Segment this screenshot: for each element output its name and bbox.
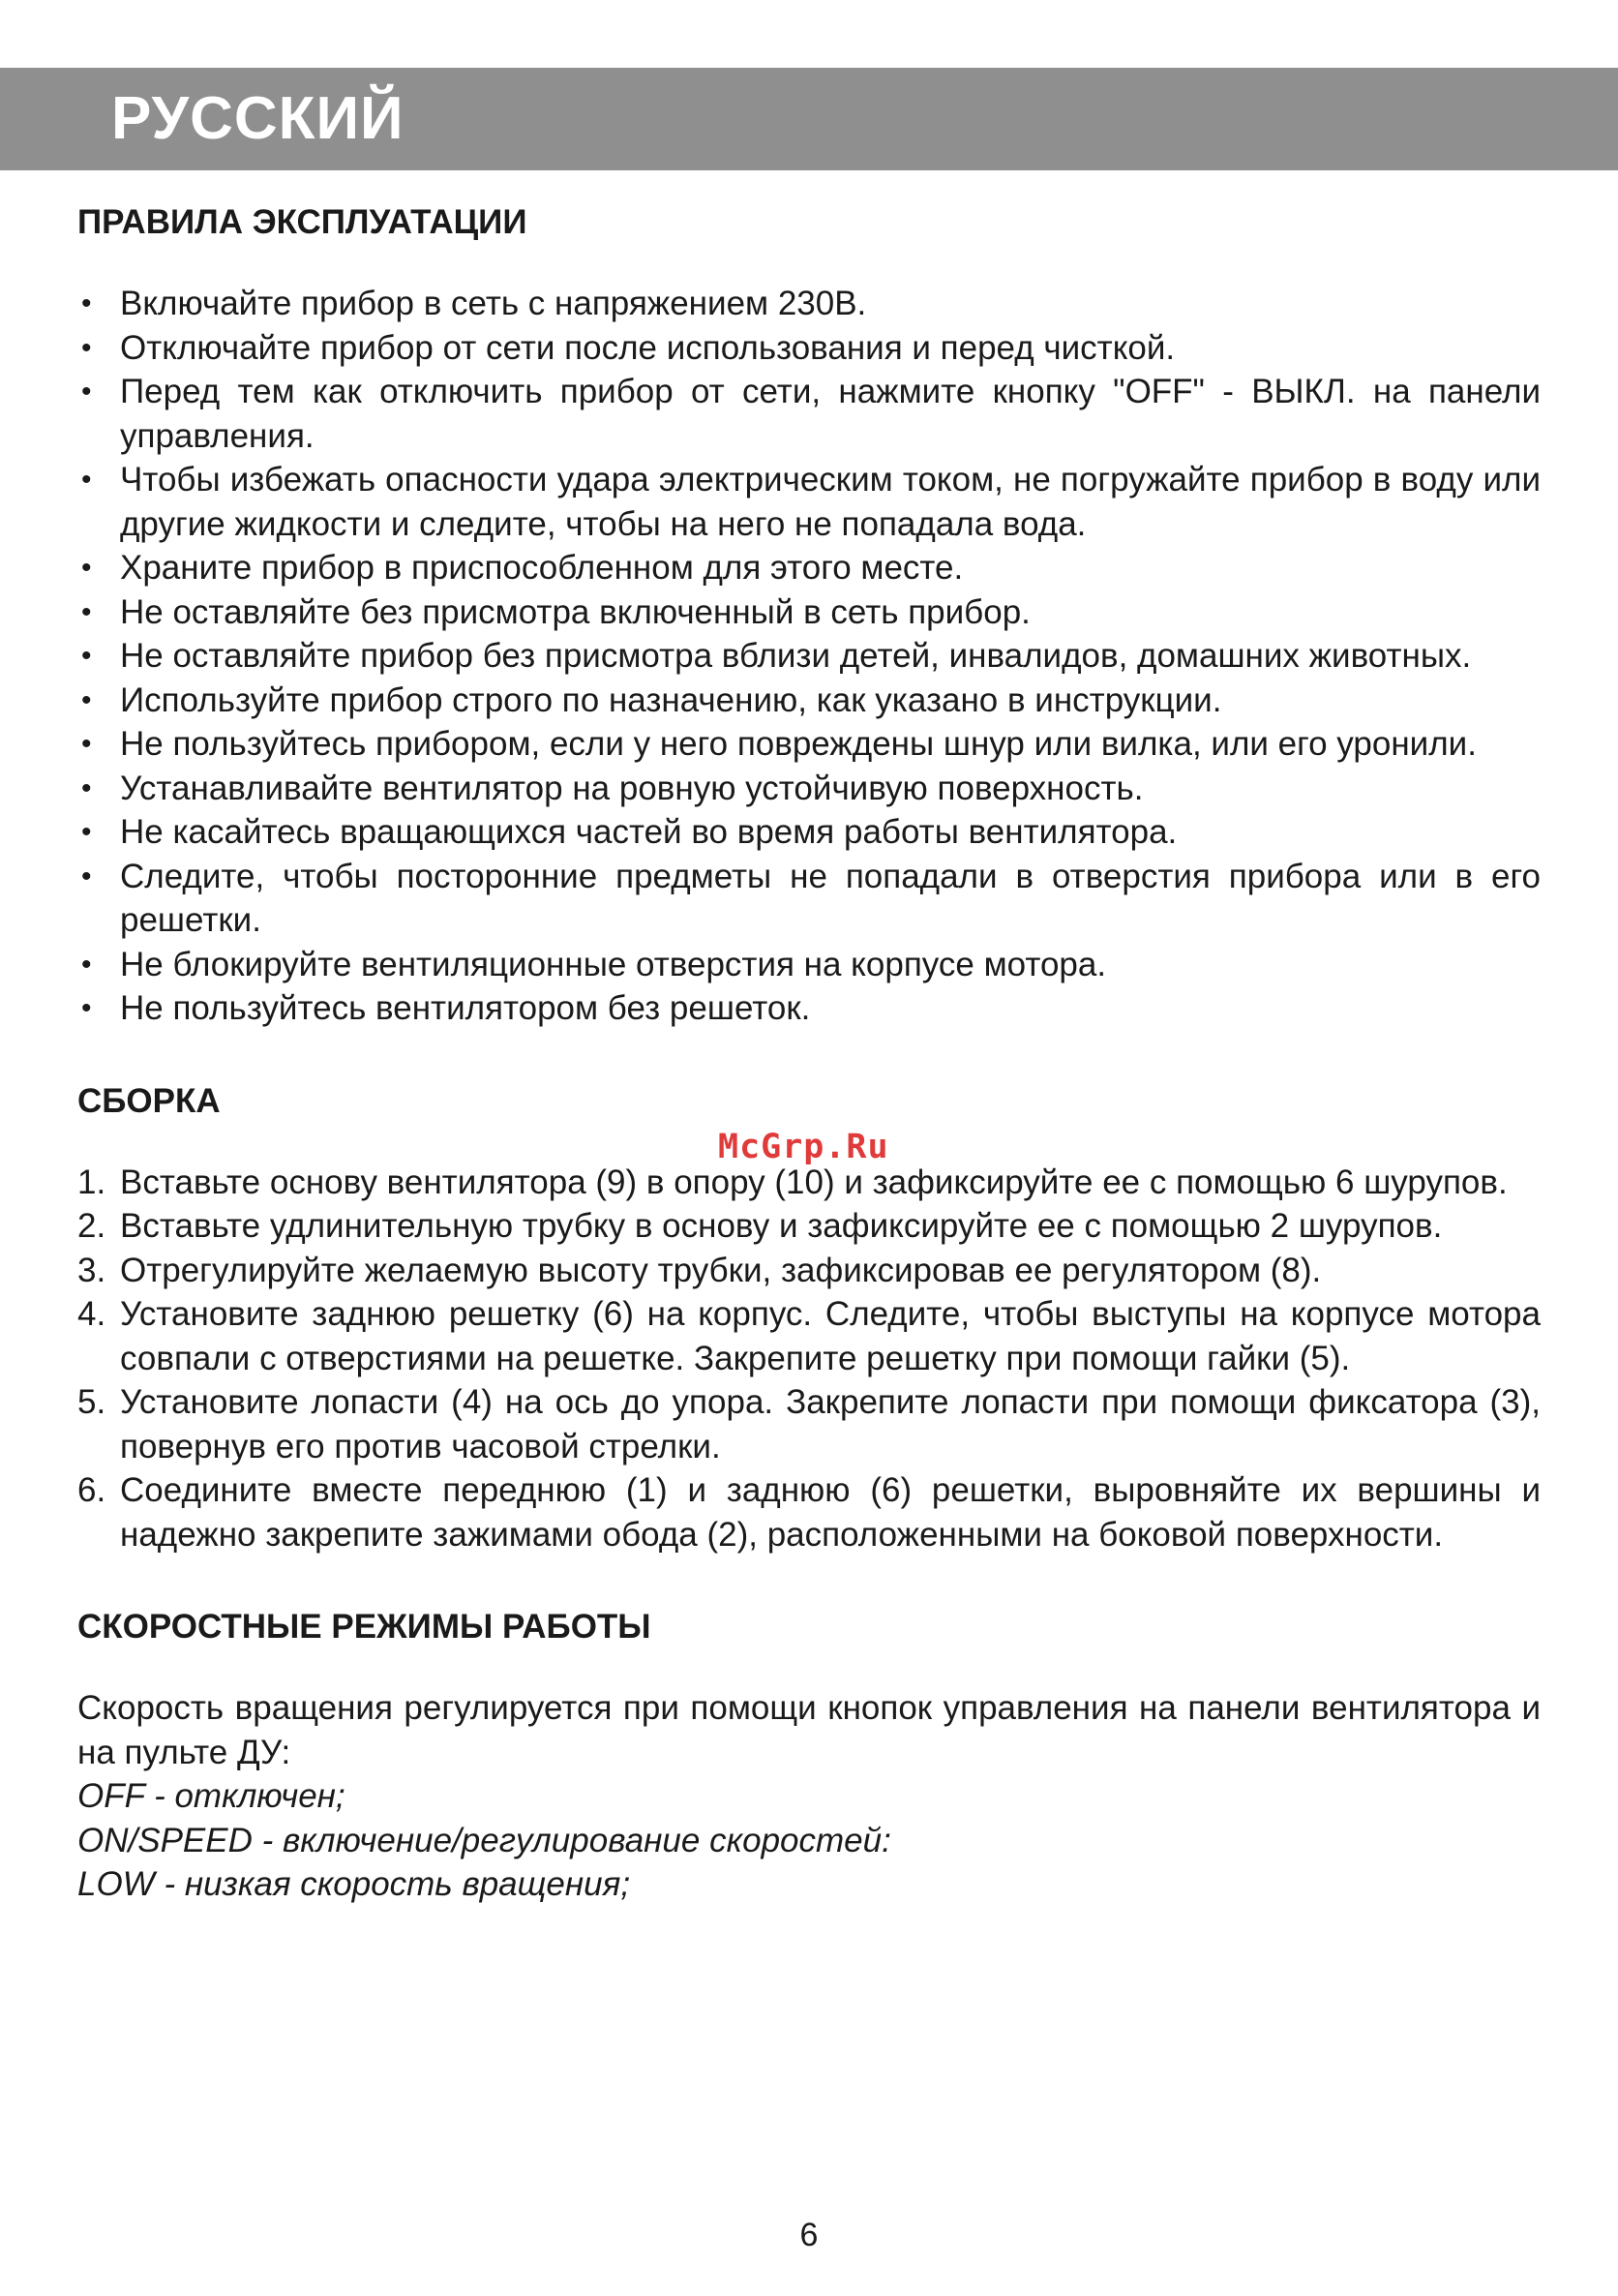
rule-text: Не пользуйтесь вентилятором без решеток.	[120, 989, 811, 1027]
list-item	[77, 855, 1541, 943]
speed-mode-off: OFF - отключен;	[77, 1777, 345, 1815]
list-item	[77, 282, 1541, 326]
rule-text: Не касайтесь вращающихся частей во время работы вентилятора.	[120, 813, 1178, 851]
rule-text: Следите, чтобы посторонние предметы не попадали в отверстия прибора или в его решетки.	[120, 857, 1541, 939]
bullet-icon: •	[81, 331, 92, 364]
list-item	[77, 767, 1541, 811]
step-text: Отрегулируйте желаемую высоту трубки, зафиксировав ее регулятором (8).	[120, 1251, 1322, 1289]
list-item	[77, 986, 1541, 1031]
rules-list	[77, 282, 1541, 1031]
speed-section-title: СКОРОСТНЫЕ РЕЖИМЫ РАБОТЫ	[77, 1608, 651, 1646]
step-number: 4.	[77, 1295, 106, 1333]
rule-text: Не пользуйтесь прибором, если у него повреждены шнур или вилка, или его уронили.	[120, 725, 1477, 763]
step-text: Установите лопасти (4) на ось до упора. Закрепите лопасти при помощи фиксатора (3), повернув его против часовой стрелки.	[120, 1383, 1541, 1465]
step-text: Установите заднюю решетку (6) на корпус. Следите, чтобы выступы на корпусе мотора совпали с отверстиями на решетке. Закрепите решетку при помощи гайки (5).	[120, 1295, 1541, 1377]
rule-text: Используйте прибор строго по назначению, как указано в инструкции.	[120, 680, 1222, 719]
step-item	[77, 1249, 1541, 1293]
step-number: 3.	[77, 1251, 106, 1289]
speed-intro: Скорость вращения регулируется при помощи кнопок управления на панели вентилятора и на пульте ДУ:	[77, 1689, 1541, 1771]
header-band	[0, 68, 1618, 170]
page-number: 6	[799, 2217, 819, 2253]
list-item	[77, 679, 1541, 723]
list-item	[77, 546, 1541, 590]
bullet-icon: •	[81, 595, 92, 628]
rules-section-title: ПРАВИЛА ЭКСПЛУАТАЦИИ	[77, 203, 527, 241]
step-text: Соедините вместе переднюю (1) и заднюю (6) решетки, выровняйте их вершины и надежно закрепите зажимами обода (2), расположенными на боковой поверхности.	[120, 1471, 1541, 1554]
step-item	[77, 1292, 1541, 1380]
bullet-icon: •	[81, 552, 92, 584]
list-item	[77, 943, 1541, 987]
step-item	[77, 1468, 1541, 1556]
step-number: 2.	[77, 1207, 106, 1245]
bullet-icon: •	[81, 948, 92, 981]
rule-text: Храните прибор в приспособленном для этого месте.	[120, 549, 964, 587]
step-item	[77, 1380, 1541, 1468]
bullet-icon: •	[81, 728, 92, 760]
bullet-icon: •	[81, 376, 92, 408]
page-content	[77, 198, 1541, 1907]
rule-text: Отключайте прибор от сети после использования и перед чисткой.	[120, 328, 1176, 367]
step-item	[77, 1204, 1541, 1249]
rule-text: Не блокируйте вентиляционные отверстия на корпусе мотора.	[120, 945, 1107, 983]
rule-text: Включайте прибор в сеть с напряжением 230В.	[120, 285, 867, 322]
list-item	[77, 810, 1541, 855]
step-text: Вставьте основу вентилятора (9) в опору (10) и зафиксируйте ее с помощью 6 шурупов.	[120, 1163, 1508, 1201]
list-item	[77, 458, 1541, 546]
list-item	[77, 634, 1541, 679]
step-number: 5.	[77, 1383, 106, 1421]
bullet-icon: •	[81, 860, 92, 892]
speed-mode-on-speed: ON/SPEED - включение/регулирование скоростей:	[77, 1821, 891, 1859]
rule-text: Перед тем как отключить прибор от сети, нажмите кнопку "OFF" - ВЫКЛ. на панели управления.	[120, 373, 1541, 455]
rule-text: Устанавливайте вентилятор на ровную устойчивую поверхность.	[120, 769, 1144, 807]
step-number: 1.	[77, 1163, 106, 1201]
rule-text: Не оставляйте прибор без присмотра вблизи детей, инвалидов, домашних животных.	[120, 637, 1472, 675]
bullet-icon: •	[81, 771, 92, 804]
assembly-section-title: СБОРКА	[77, 1081, 221, 1120]
list-item	[77, 722, 1541, 767]
bullet-icon: •	[81, 683, 92, 716]
list-item	[77, 370, 1541, 458]
rule-text: Не оставляйте без присмотра включенный в сеть прибор.	[120, 592, 1031, 631]
watermark-text: McGrp.Ru	[718, 1128, 889, 1166]
speed-mode-low: LOW - низкая скорость вращения;	[77, 1865, 631, 1903]
list-item	[77, 590, 1541, 635]
bullet-icon: •	[81, 287, 92, 319]
step-number: 6.	[77, 1471, 106, 1509]
step-text: Вставьте удлинительную трубку в основу и зафиксируйте ее с помощью 2 шурупов.	[120, 1207, 1443, 1245]
bullet-icon: •	[81, 992, 92, 1024]
bullet-icon: •	[81, 464, 92, 496]
bullet-icon: •	[81, 816, 92, 848]
list-item	[77, 326, 1541, 371]
assembly-steps	[77, 1161, 1541, 1557]
language-title: РУССКИЙ	[111, 85, 404, 152]
bullet-icon: •	[81, 640, 92, 672]
rule-text: Чтобы избежать опасности удара электрическим током, не погружайте прибор в воду или другие жидкости и следите, чтобы на него не попадала вода.	[120, 461, 1541, 543]
step-item	[77, 1161, 1541, 1205]
